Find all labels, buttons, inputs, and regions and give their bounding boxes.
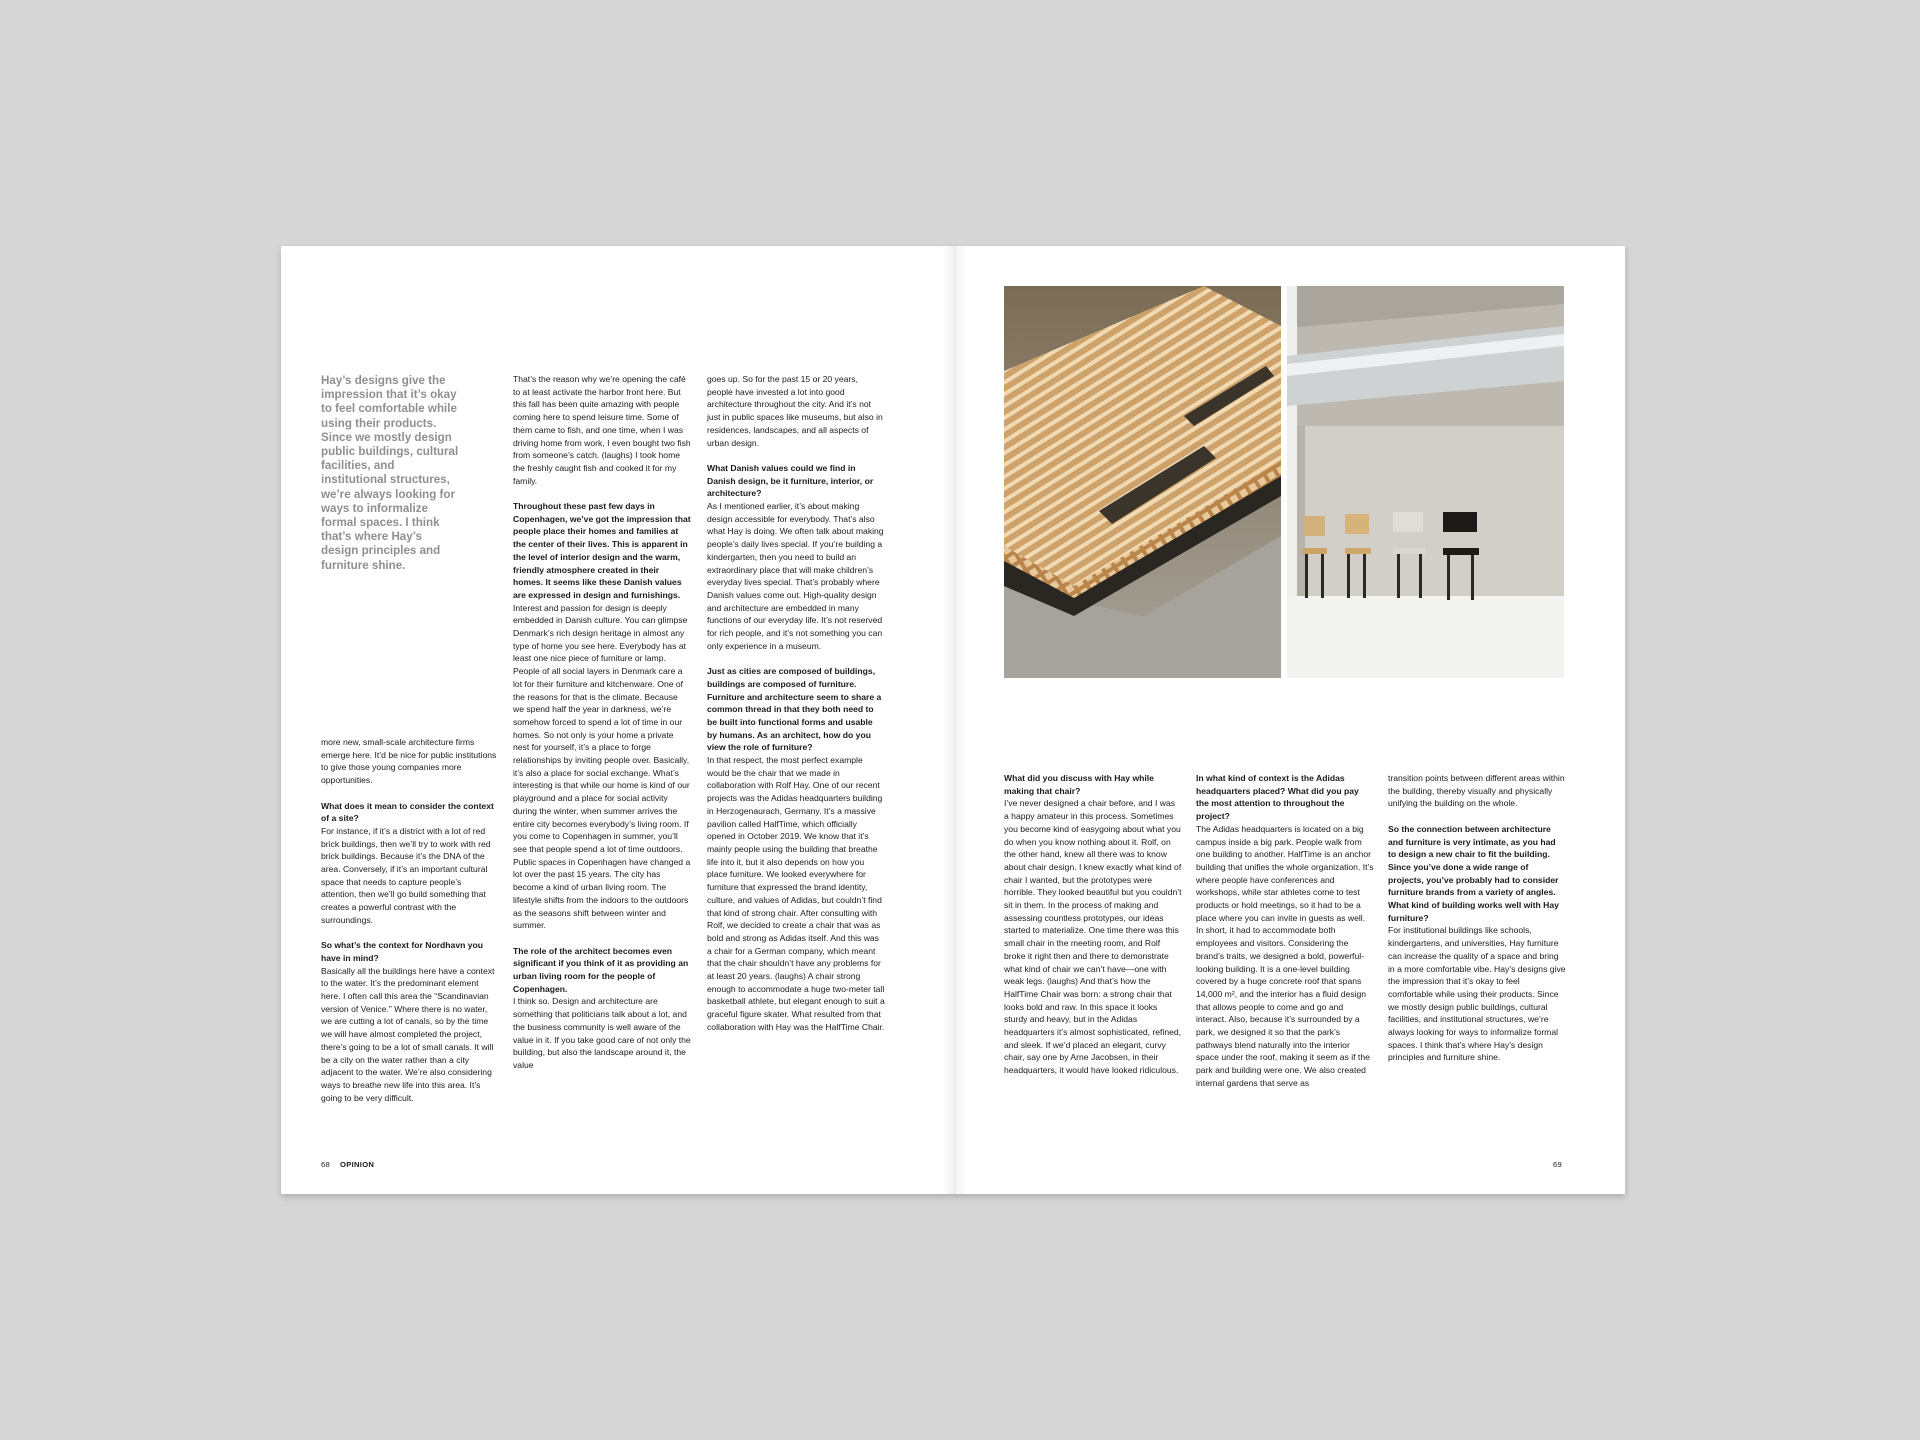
page-edge [1625,248,1628,1192]
interview-question: What does it mean to consider the context of a site? [321,800,494,824]
page-number-left: 68 [321,1160,331,1169]
left-footer [321,1160,374,1169]
pull-quote: Hay’s designs give the impression that it’s okay to feel comfortable while using their products. Since we mostly design public buildings, cultural facilities, and institutional structures, we’re always looking for ways to informalize formal spaces. I think that’s where Hay’s design principles and furniture shine. [321,374,459,572]
page-number-right: 69 [1553,1160,1563,1169]
interview-question: So what’s the context for Nordhavn you have in mind? [321,940,484,963]
left-column-3 [707,373,885,1034]
interview-answer: I think so. Design and architecture are something that politicians talk about a lot, and the business community is well aware of the value in it. If you take good care of not only the building, but also the landscape around it, the value [513,996,691,1070]
interview-answer: For instance, if it’s a district with a lot of red brick buildings, then we’ll try to work with red brick buildings. Because it’s the DNA of the area. Conversely, if it’s an important cultural space that needs to capture people’s attention, then we’ll go build something that creates a powerful contrast with the surroundings. [321,825,491,925]
chairs-room-photo [1287,286,1564,678]
interview-answer: That’s the reason why we’re opening the café to at least activate the harbor front here. But this fall has been quite amazing with people coming here to spend leisure time. Some of them came to fish, and one time, when I was driving home from work, I even bought two fish from someone’s catch. (laughs) I took home the freshly caught fish and cooked it for my family. [513,374,691,486]
interview-answer: In that respect, the most perfect example would be the chair that we made in collaboration with Rolf Hay. One of our recent projects was the Adidas headquarters building in Herzogenaurach, Germany. It’s a massive pavilion called HalfTime, which officially opened in October 2019. We know that it’s mainly people using the building that breathe life into it, but it also depends on how you place furniture. We looked everywhere for furniture that expressed the brand identity, culture, and values of Adidas, but couldn’t find that kind of strong chair. After consulting with Rolf, we decided to create a chair that was as bold and strong as Adidas itself. And this was a chair for a German company, which meant that the chair shouldn’t have any problems for at least 20 years. (laughs) A chair strong enough to accommodate a huge two-meter tall basketball athlete, but elegant enough to suit a graceful figure skater. What resulted from that collaboration with Hay was the HalfTime Chair. [707,755,885,1032]
interview-answer: more new, small-scale architecture firms emerge here. It’d be nice for public institutions to give those young companies more opportunities. [321,737,497,786]
left-page [281,246,953,1194]
right-footer [1553,1160,1562,1169]
interview-answer: transition points between different areas within the building, thereby visually and physically unifying the building on the whole. [1388,773,1565,809]
section-label: OPINION [340,1160,375,1169]
magazine-spread [281,246,1625,1194]
architectural-model-photo [1004,286,1281,678]
interview-answer: For institutional buildings like schools, kindergartens, and universities, Hay furniture can increase the quality of a space and bring in a more comfortable vibe. Hay’s designs give the impression that it’s okay to feel comfortable while using their products. Since we mostly design public buildings, cultural facilities, and institutional structures, we’re always looking for ways to informalize formal spaces. I think that’s where Hay’s design principles and furniture shine. [1388,925,1566,1063]
interview-question: Just as cities are composed of buildings, buildings are composed of furniture. Furniture and architecture seem to share a common thread in that they both need to be built into functional forms and usable by humans. As an architect, how do you view the role of furniture? [707,666,882,753]
interview-answer: Basically all the buildings here have a context to the water. It’s the predominant element here. I often call this area the “Scandinavian version of Venice.” Where there is no water, we are cutting a lot of canals, so by the time we will have almost completed the project, there’s going to be a lot of small canals. It will be a city on the water rather than a city adjacent to the water. We’re also considering ways to breathe new life into this area. It’s going to be very difficult. [321,965,495,1103]
left-column-1 [321,736,499,1104]
interview-answer: Interest and passion for design is deeply embedded in Danish culture. You can glimpse Denmark’s rich design heritage in almost any type of home you see here. Everybody has at least one nice piece of furniture or lamp. People of all social layers in Denmark care a lot for their furniture and kitchenware. One of the reasons for that is the climate. Because we spend half the year in darkness, we’re somehow forced to spend a lot of time in our homes. So not only is your home a private nest for yourself, it’s a place to forge relationships by inviting people over. Basically, it’s also a place for social exchange. What’s interesting is that while our home is kind of our playground and a place for social activity during the winter, when summer arrives the entire city becomes everybody’s living room. If you come to Copenhagen in summer, you’ll see that people spend a lot of time outdoors. Public spaces in Copenhagen have changed a lot over the past 15 years. The city has become a kind of urban living room. The lifestyle shifts from the indoors to the outdoors as the seasons shift between winter and summer. [513,602,691,931]
interview-answer: As I mentioned earlier, it’s about making design accessible for everybody. That’s also what Hay is doing. We often talk about making people’s daily lives special. If you’re building a kindergarten, then you need to build an extraordinary place that will make children’s everyday lives special. That’s probably where Danish values come out. High-quality design and architecture are embedded in many functions of our everyday life. It’s not reserved for rich people, and it’s not something you can only experience in a museum. [707,501,884,651]
right-page [953,246,1625,1194]
interview-answer: The Adidas headquarters is located on a big campus inside a big park. People walk from one building to another. HalfTime is an anchor building that unifies the whole organization. It’s where people have conferences and workshops, while star athletes come to test products or hold meetings, so it had to be a place where you can invite in guests as well. In short, it had to accommodate both employees and visitors. Considering the brand’s traits, we designed a bold, powerful-looking building. It is a one-level building covered by a huge concrete roof that spans 14,000 m², and the interior has a fluid design that allows people to come and go and interact. Also, because it’s surrounded by a park, we designed it so that the park’s pathways blend naturally into the interior space under the roof, making it seem as if the park and building were one. We also created internal gardens that serve as [1196,823,1374,1088]
interview-question: So the connection between architecture and furniture is very intimate, as you had to design a new chair to fit the building. Since you’ve done a wide range of projects, you’ve probably had to consider furniture brands from a variety of angles. What kind of building works well with Hay furniture? [1388,823,1559,923]
interview-answer: goes up. So for the past 15 or 20 years, people have invested a lot into good architecture throughout the city. And it’s not just in public spaces like museums, but also in residences, landscapes, and all aspects of urban design. [707,374,883,448]
right-column-2 [1196,772,1374,1090]
left-column-2 [513,373,691,1072]
right-column-1 [1004,772,1182,1077]
interview-question: What did you discuss with Hay while making that chair? [1004,773,1154,796]
interview-question: In what kind of context is the Adidas headquarters placed? What did you pay the most attention to throughout the project? [1196,773,1359,822]
right-column-3 [1388,772,1566,1064]
interview-question: Throughout these past few days in Copenhagen, we’ve got the impression that people place their homes and families at the center of their lives. This is apparent in the level of interior design and the warm, friendly atmosphere created in their homes. It seems like these Danish values are expressed in design and furnishings. [513,501,691,600]
interview-question: What Danish values could we find in Danish design, be it furniture, interior, or architecture? [707,462,874,499]
interview-question: The role of the architect becomes even significant if you think of it as providing an urban living room for the people of Copenhagen. [513,945,689,994]
interview-answer: I’ve never designed a chair before, and I was a happy amateur in this process. Sometimes you become kind of easygoing about what you do when you know nothing about it. Rolf, on the other hand, knew all there was to know about chair design. I knew exactly what kind of chair I wanted, but the prototypes were horrible. They looked beautiful but you couldn’t sit in them. In the process of making and assessing countless prototypes, our ideas started to materialize. One time there was this small chair in the meeting room, and Rolf broke it right then and there to demonstrate what kind of chair we can’t have—one with weak legs. (laughs) And that’s how the HalfTime Chair was born: a strong chair that looks bold and raw. In this space it looks sturdy and heavy, but in the Adidas headquarters it’s almost sophisticated, refined, and sleek. If we’d placed an elegant, curvy chair, say one by Arne Jacobsen, in their headquarters, it would have looked ridiculous. [1004,798,1182,1076]
spine-shadow [941,246,969,1194]
